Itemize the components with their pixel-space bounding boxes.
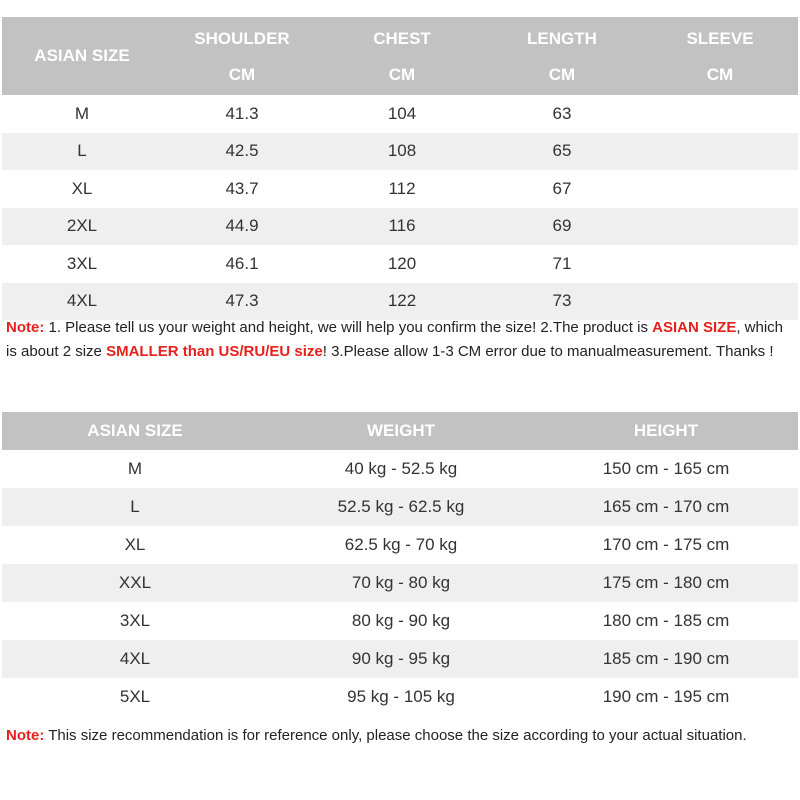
table-cell: L <box>77 141 87 161</box>
table-cell: 122 <box>387 291 417 311</box>
table-cell: 62.5 kg - 70 kg <box>344 535 458 554</box>
table-row <box>2 170 798 208</box>
reference-note <box>6 724 796 748</box>
table-row <box>2 283 798 321</box>
table-cell: 71 <box>552 253 572 273</box>
table-cell: 185 cm - 190 cm <box>602 649 730 668</box>
table-cell <box>642 133 798 171</box>
table-cell: 52.5 kg - 62.5 kg <box>337 497 465 516</box>
table-cell: 165 cm - 170 cm <box>602 497 730 516</box>
header-sleeve <box>642 17 798 95</box>
header-shoulder-unit: CM <box>228 65 256 84</box>
table-row <box>2 208 798 246</box>
table-cell <box>642 245 798 283</box>
measurement-table <box>2 17 798 320</box>
header-length-label: LENGTH <box>527 29 597 48</box>
header-shoulder <box>162 17 322 95</box>
header-asian-size-label: ASIAN SIZE <box>34 46 130 65</box>
table-row <box>2 640 798 678</box>
header-sleeve-label: SLEEVE <box>686 29 754 48</box>
reference-note-text: This size recommendation is for reference only, please choose the size according to your actual situation. <box>44 727 747 744</box>
table-cell: 120 <box>387 253 417 273</box>
reference-note-label: Note: <box>6 727 45 744</box>
table-cell: M <box>127 459 143 478</box>
header-height: HEIGHT <box>633 421 699 440</box>
table-cell: 95 kg - 105 kg <box>347 687 455 706</box>
table-row <box>2 450 798 488</box>
table-row <box>2 602 798 640</box>
header-asian-size-2: ASIAN SIZE <box>87 421 183 440</box>
measurement-table-body <box>2 95 798 320</box>
table-cell: 180 cm - 185 cm <box>602 611 730 630</box>
table-cell: 170 cm - 175 cm <box>602 535 730 554</box>
table-row <box>2 95 798 133</box>
weight-height-table-header <box>2 412 798 450</box>
table-cell <box>642 283 798 321</box>
table-cell: M <box>74 103 90 123</box>
table-cell: 63 <box>552 103 572 123</box>
table-cell: 46.1 <box>225 253 259 273</box>
table-cell: 190 cm - 195 cm <box>602 687 730 706</box>
table-cell: 43.7 <box>225 178 259 198</box>
note-text-part3: ! 3.Please allow 1-3 CM error due to manualmeasurement. Thanks ! <box>322 343 774 360</box>
table-cell: 2XL <box>66 216 98 236</box>
header-length-unit: CM <box>548 65 576 84</box>
table-cell: 70 kg - 80 kg <box>351 573 451 592</box>
table-cell: 175 cm - 180 cm <box>602 573 730 592</box>
table-cell: 90 kg - 95 kg <box>351 649 451 668</box>
table-cell <box>642 95 798 133</box>
table-cell: 65 <box>552 141 572 161</box>
table-cell: 150 cm - 165 cm <box>602 459 730 478</box>
table-cell: 4XL <box>119 649 151 668</box>
table-cell: 5XL <box>119 687 151 706</box>
note-text-part2: , which is about 2 size <box>6 319 784 360</box>
table-cell: 47.3 <box>225 291 259 311</box>
header-asian-size <box>2 17 162 95</box>
weight-height-table-body <box>2 450 798 716</box>
note-text-part1: 1. Please tell us your weight and height, we will help you confirm the size! 2.The product is <box>44 319 653 336</box>
table-cell: 40 kg - 52.5 kg <box>344 459 458 478</box>
table-cell: L <box>130 497 140 516</box>
table-cell: 69 <box>552 216 572 236</box>
table-row <box>2 488 798 526</box>
table-cell: 104 <box>387 103 417 123</box>
table-row <box>2 245 798 283</box>
table-cell: 108 <box>387 141 417 161</box>
table-cell: 73 <box>552 291 572 311</box>
table-cell: 3XL <box>119 611 151 630</box>
measurement-table-header <box>2 17 798 95</box>
asian-size-highlight: ASIAN SIZE <box>652 319 737 336</box>
table-cell: 116 <box>388 216 416 236</box>
weight-height-table <box>2 412 798 716</box>
table-cell <box>642 170 798 208</box>
table-row <box>2 678 798 716</box>
header-chest <box>322 17 482 95</box>
table-row <box>2 526 798 564</box>
table-cell: 41.3 <box>225 103 259 123</box>
table-cell: 3XL <box>66 253 98 273</box>
table-cell: XL <box>124 535 146 554</box>
note-label: Note: <box>6 319 45 336</box>
table-cell <box>642 208 798 246</box>
table-cell: 44.9 <box>225 216 259 236</box>
table-cell: XXL <box>118 573 152 592</box>
header-weight: WEIGHT <box>367 421 435 440</box>
table-cell: 112 <box>388 178 416 198</box>
table-row <box>2 133 798 171</box>
table-cell: 80 kg - 90 kg <box>351 611 451 630</box>
smaller-size-highlight: SMALLER than US/RU/EU size <box>106 343 323 360</box>
table-row <box>2 564 798 602</box>
table-cell: 4XL <box>66 291 98 311</box>
size-note <box>6 316 796 364</box>
table-cell: 42.5 <box>225 141 259 161</box>
header-shoulder-label: SHOULDER <box>194 29 290 48</box>
header-chest-unit: CM <box>388 65 416 84</box>
header-sleeve-unit: CM <box>706 65 734 84</box>
header-length <box>482 17 642 95</box>
table-cell: XL <box>71 178 93 198</box>
table-cell: 67 <box>552 178 572 198</box>
header-chest-label: CHEST <box>373 29 431 48</box>
